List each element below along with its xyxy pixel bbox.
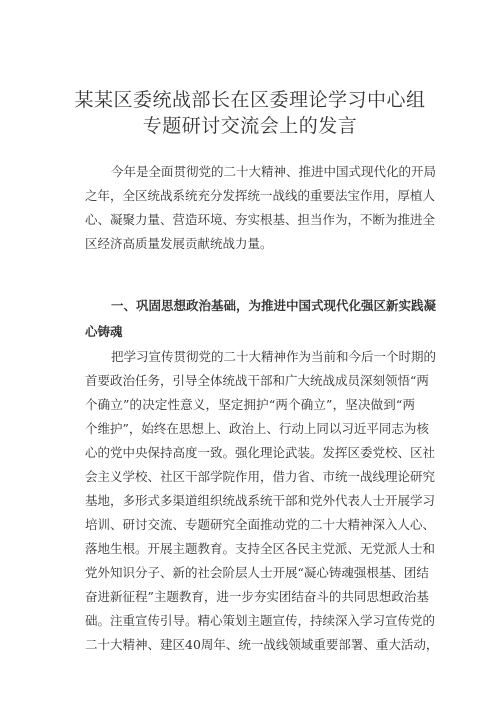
body-line: 培训、研讨交流、专题研究全面推动党的二十大精神深入人心、 <box>85 517 436 532</box>
body-line: 个维护”，始终在思想上、政治上、行动上同以习近平同志为核 <box>85 421 429 436</box>
intro-line: 区经济高质量发展贡献统战力量。 <box>85 236 273 251</box>
body-line: 二十大精神、建区40周年、统一战线领域重要部署、重大活动， <box>85 637 439 652</box>
section-1-body-paragraph <box>85 345 439 657</box>
body-line: 首要政治任务，引导全体统战干部和广大统战成员深刻领悟“两 <box>85 373 429 388</box>
body-line: 心的党中央保持高度一致。强化理论武装。发挥区委党校、区社 <box>85 445 436 460</box>
body-line: 奋进新征程”主题教育，进一步夯实团结奋斗的共同思想政治基 <box>85 589 429 604</box>
intro-paragraph <box>85 160 437 256</box>
body-line: 个确立”的决定性意义，坚定拥护“两个确立”，坚决做到“两 <box>85 397 415 412</box>
body-line: 落地生根。开展主题教育。支持全区各民主党派、无党派人士和 <box>85 541 436 556</box>
document-title-line-2: 专题研讨交流会上的发言 <box>142 115 358 137</box>
body-line: 党外知识分子、新的社会阶层人士开展“凝心铸魂强根基、团结 <box>85 565 429 580</box>
intro-line: 心、凝聚力量、营造环境、夯实根基、担当作为，不断为推进全 <box>85 212 436 227</box>
document-title-line-1: 某某区委统战部长在区委理论学习中心组 <box>74 89 426 111</box>
section-heading-line: 一、巩固思想政治基础，为推进中国式现代化强区新实践凝 <box>111 298 437 313</box>
body-line: 把学习宣传贯彻党的二十大精神作为当前和今后一个时期的 <box>111 349 437 364</box>
intro-line: 之年，全区统战系统充分发挥统一战线的重要法宝作用，厚植人 <box>85 188 436 203</box>
body-line: 会主义学校、社区干部学院作用，借力省、市统一战线理论研究 <box>85 469 436 484</box>
body-line: 基地，多形式多渠道组织统战系统干部和党外代表人士开展学习 <box>85 493 436 508</box>
intro-line: 今年是全面贯彻党的二十大精神、推进中国式现代化的开局 <box>111 164 437 179</box>
section-1-heading <box>85 293 437 345</box>
section-heading-line: 心铸魂 <box>85 324 123 339</box>
body-line: 础。注重宣传引导。精心策划主题宣传，持续深入学习宣传党的 <box>85 613 436 628</box>
